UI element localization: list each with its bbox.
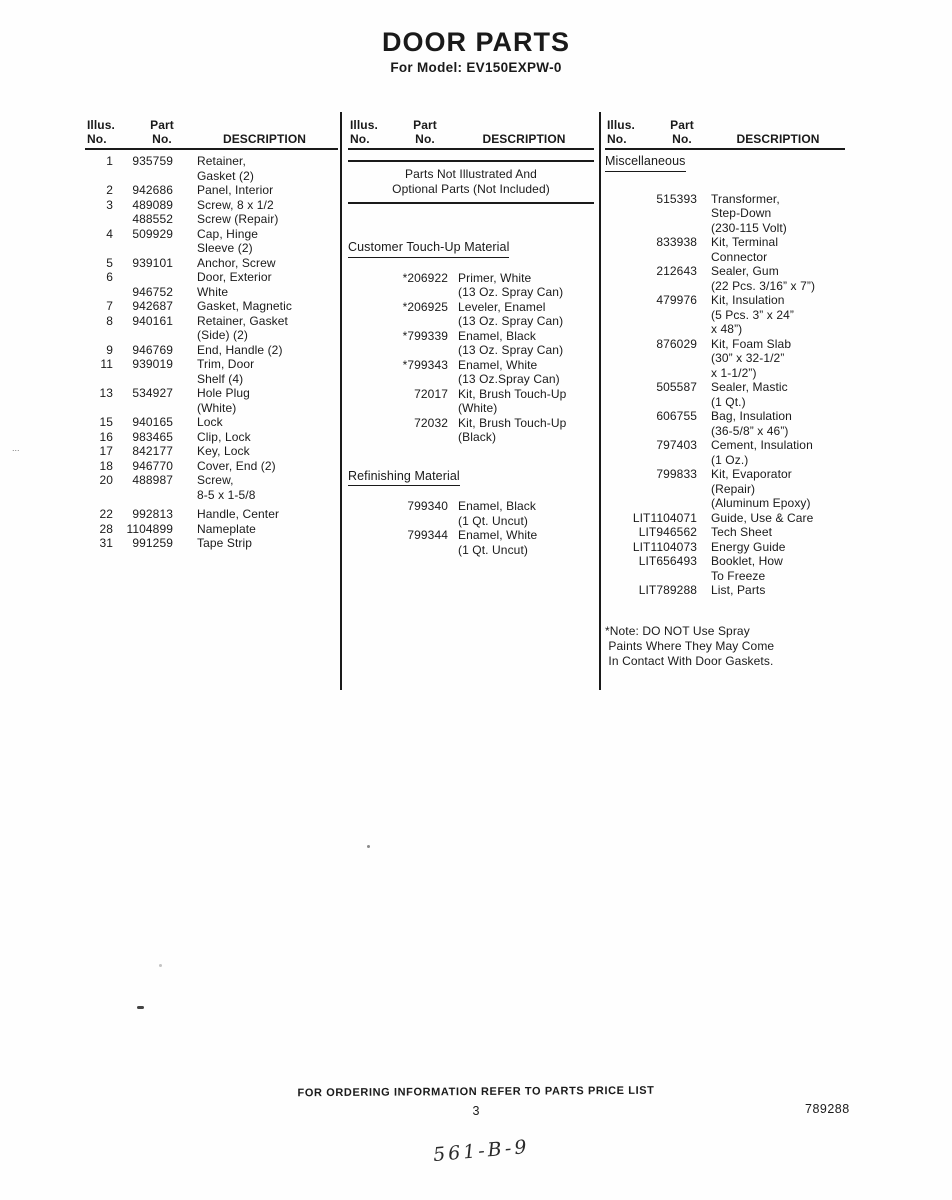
section-title-miscellaneous: Miscellaneous: [605, 154, 686, 172]
description-cell: Retainer, Gasket (Side) (2): [197, 313, 288, 342]
illus-no-cell: 13: [99, 386, 113, 400]
description-cell: Tape Strip: [197, 536, 253, 550]
part-no-cell: 505587: [656, 380, 697, 394]
scan-artifact-speck: [159, 964, 162, 967]
part-no-cell: 992813: [132, 507, 173, 521]
parts-row: [85, 430, 338, 445]
description-cell: Key, Lock: [197, 444, 250, 458]
part-header-line1: Part: [150, 118, 174, 132]
illus-header-line2: No.: [87, 132, 107, 146]
illus-no-cell: 18: [99, 458, 113, 473]
illus-no-header: [348, 118, 396, 146]
parts-row: [348, 271, 594, 300]
part-no-cell: LIT946562: [638, 525, 697, 539]
part-no-cell: 488552: [132, 212, 173, 226]
parts-row: [348, 358, 594, 387]
parts-row: [85, 212, 338, 227]
illus-no-cell: 9: [106, 342, 113, 357]
description-cell: Screw, 8-5 x 1-5/8: [197, 473, 256, 502]
parts-row: [85, 459, 338, 474]
part-no-cell: *799343: [402, 357, 448, 372]
part-no-cell: 488987: [132, 473, 173, 487]
part-no-cell: 983465: [132, 429, 173, 444]
description-cell: Booklet, How To Freeze: [711, 554, 783, 583]
part-header-line2: No.: [152, 132, 172, 146]
part-no-cell: 946770: [132, 458, 173, 473]
description-header-label: DESCRIPTION: [222, 132, 307, 146]
illus-no-cell: 7: [106, 299, 113, 313]
parts-row: [85, 343, 338, 358]
parts-row: [605, 264, 863, 293]
not-illustrated-note: Parts Not Illustrated And Optional Parts (Not Included): [348, 160, 594, 204]
part-no-cell: 939019: [132, 357, 173, 371]
illus-header-line1: Illus.: [607, 118, 635, 132]
description-cell: End, Handle (2): [197, 342, 283, 357]
parts-row: [348, 387, 594, 416]
part-no-cell: 842177: [132, 444, 173, 458]
description-cell: Trim, Door Shelf (4): [197, 357, 255, 386]
description-cell: Kit, Brush Touch-Up (White): [458, 386, 567, 415]
parts-row: [85, 415, 338, 430]
part-no-cell: 942686: [132, 183, 173, 197]
description-cell: Enamel, Black (1 Qt. Uncut): [458, 499, 536, 528]
description-cell: Panel, Interior: [197, 183, 274, 197]
parts-row: [85, 198, 338, 213]
parts-row: [605, 583, 863, 598]
part-no-cell: 515393: [656, 191, 697, 206]
description-cell: Sealer, Gum (22 Pcs. 3/16” x 7”): [711, 264, 816, 293]
parts-row: [605, 192, 863, 236]
illus-no-cell: 1: [106, 154, 113, 168]
description-cell: Screw, 8 x 1/2: [197, 197, 274, 212]
parts-row: [85, 256, 338, 271]
parts-row: [85, 183, 338, 198]
description-cell: Kit, Insulation (5 Pcs. 3” x 24” x 48”): [711, 293, 794, 336]
parts-row: [85, 473, 338, 502]
part-no-cell: 940161: [132, 313, 173, 328]
part-no-cell: *799339: [402, 328, 448, 343]
ordering-information-note: FOR ORDERING INFORMATION REFER TO PARTS PRICE LIST: [297, 1084, 655, 1100]
part-header-line1: Part: [413, 118, 437, 132]
illus-no-cell: 15: [99, 415, 113, 429]
parts-row: [605, 554, 863, 583]
description-cell: Anchor, Screw: [197, 255, 276, 270]
illus-header-line2: No.: [350, 132, 370, 146]
description-cell: White: [197, 284, 229, 299]
part-no-cell: 534927: [132, 386, 173, 400]
illus-no-header: [85, 118, 133, 146]
description-cell: Cement, Insulation (1 Oz.): [711, 438, 813, 467]
illus-no-cell: 17: [99, 444, 113, 458]
part-no-cell: *206922: [402, 270, 448, 285]
part-no-cell: 212643: [656, 264, 697, 278]
description-cell: Transformer, Step-Down (230-115 Volt): [711, 191, 787, 235]
description-cell: Handle, Center: [197, 507, 280, 521]
part-no-cell: 946769: [132, 342, 173, 357]
part-no-cell: 509929: [132, 226, 173, 241]
document-number: 789288: [805, 1102, 850, 1116]
parts-row: [605, 511, 863, 526]
description-cell: Leveler, Enamel (13 Oz. Spray Can): [458, 299, 564, 328]
parts-row: [85, 314, 338, 343]
part-no-cell: 606755: [656, 409, 697, 423]
illus-no-cell: 3: [106, 197, 113, 212]
part-no-cell: 799344: [407, 528, 448, 542]
illus-no-cell: 28: [99, 521, 113, 536]
page-title: DOOR PARTS: [381, 27, 570, 57]
description-cell: Retainer, Gasket (2): [197, 154, 255, 183]
illus-no-cell: 20: [99, 473, 113, 487]
column-divider-right: [599, 112, 601, 690]
description-cell: Lock: [197, 415, 223, 429]
parts-row: [85, 357, 338, 386]
illus-no-cell: 2: [106, 183, 113, 197]
parts-row: [85, 507, 338, 522]
description-cell: Screw (Repair): [197, 212, 279, 226]
part-no-cell: 72032: [414, 415, 448, 430]
part-no-cell: 72017: [414, 386, 448, 401]
parts-row: [85, 386, 338, 415]
scan-artifact-dot: [367, 845, 370, 848]
part-no-cell: 1104899: [126, 521, 173, 536]
part-no-cell: 833938: [656, 235, 697, 249]
illus-no-header: [605, 118, 653, 146]
part-no-cell: LIT1104073: [632, 539, 697, 554]
parts-row: [85, 444, 338, 459]
parts-row: [605, 467, 863, 511]
page-subtitle: For Model: EV150EXPW-0: [390, 60, 562, 75]
scan-artifact-dots: ...: [12, 443, 20, 453]
illus-no-cell: 5: [106, 255, 113, 270]
part-no-cell: 991259: [132, 536, 173, 550]
description-cell: Bag, Insulation (36-5/8” x 46”): [711, 409, 792, 438]
part-no-cell: 940165: [132, 415, 173, 429]
description-cell: Guide, Use & Care: [711, 510, 814, 525]
description-cell: Enamel, White (1 Qt. Uncut): [458, 528, 538, 557]
parts-row: [85, 299, 338, 314]
column-header: [605, 118, 845, 150]
illus-header-line2: No.: [607, 132, 627, 146]
description-cell: Energy Guide: [711, 539, 786, 554]
illus-header-line1: Illus.: [87, 118, 115, 132]
part-header-line2: No.: [672, 132, 692, 146]
description-cell: Enamel, Black (13 Oz. Spray Can): [458, 328, 564, 357]
illus-no-cell: 16: [99, 429, 113, 444]
description-header: [454, 118, 594, 146]
description-cell: Kit, Evaporator (Repair) (Aluminum Epoxy): [711, 467, 811, 510]
part-no-header: [133, 118, 191, 146]
column-divider-left: [340, 112, 342, 690]
parts-row: [605, 337, 863, 381]
part-no-cell: *206925: [402, 299, 448, 314]
parts-row: [85, 536, 338, 551]
parts-rows: [605, 192, 863, 598]
parts-column-3: [605, 118, 863, 669]
column-header: [348, 118, 594, 150]
part-no-cell: 946752: [132, 284, 173, 299]
spray-paint-warning-note: *Note: DO NOT Use Spray Paints Where They May Come In Contact With Door Gaskets.: [605, 623, 775, 668]
handwritten-code: 561-B-9: [432, 1135, 531, 1167]
description-cell: Sealer, Mastic (1 Qt.): [711, 380, 788, 409]
document-header: [0, 28, 952, 75]
description-cell: Kit, Foam Slab (30” x 32-1/2” x 1-1/2”): [711, 336, 792, 380]
parts-row: [85, 270, 338, 285]
description-cell: Primer, White (13 Oz. Spray Can): [458, 270, 564, 299]
part-no-cell: 876029: [656, 336, 697, 351]
description-cell: Kit, Terminal Connector: [711, 235, 779, 264]
description-cell: Gasket, Magnetic: [197, 299, 292, 313]
part-no-header: [396, 118, 454, 146]
part-no-cell: 939101: [132, 255, 173, 270]
section-title-touch-up: Customer Touch-Up Material: [348, 240, 509, 258]
description-cell: Door, Exterior: [197, 270, 272, 284]
part-header-line1: Part: [670, 118, 694, 132]
parts-row: [85, 154, 338, 183]
parts-row: [605, 540, 863, 555]
parts-row: [605, 525, 863, 540]
description-cell: Enamel, White (13 Oz.Spray Can): [458, 357, 560, 386]
column-header: [85, 118, 338, 150]
parts-row: [605, 409, 863, 438]
parts-row: [85, 285, 338, 300]
scan-artifact-dash: [137, 1006, 144, 1009]
description-header-label: DESCRIPTION: [736, 132, 820, 146]
part-no-cell: LIT1104071: [632, 510, 697, 525]
parts-row: [85, 522, 338, 537]
part-no-cell: 799340: [407, 499, 448, 513]
description-cell: List, Parts: [711, 583, 766, 597]
part-no-cell: LIT789288: [638, 583, 697, 597]
description-cell: Cover, End (2): [197, 458, 276, 473]
part-header-line2: No.: [415, 132, 435, 146]
refinishing-section: [348, 469, 594, 558]
illus-no-cell: 4: [106, 226, 113, 241]
parts-row: [348, 416, 594, 445]
parts-column-1: [85, 118, 338, 551]
parts-row: [348, 300, 594, 329]
part-no-cell: 797403: [656, 438, 697, 452]
part-no-cell: 489089: [132, 197, 173, 212]
parts-row: [605, 293, 863, 337]
description-cell: Cap, Hinge Sleeve (2): [197, 226, 259, 255]
part-no-cell: 942687: [132, 299, 173, 313]
parts-row: [85, 227, 338, 256]
page-number: 3: [472, 1104, 480, 1118]
parts-rows: [348, 499, 594, 557]
part-no-cell: 799833: [656, 467, 697, 481]
parts-row: [605, 380, 863, 409]
parts-column-2: [348, 118, 594, 557]
touch-up-section: [348, 240, 594, 445]
parts-row: [348, 329, 594, 358]
parts-row: [348, 499, 594, 528]
part-no-cell: 935759: [132, 154, 173, 168]
illus-no-cell: 22: [99, 507, 113, 521]
section-title-refinishing: Refinishing Material: [348, 469, 460, 487]
illus-no-cell: 6: [106, 270, 113, 284]
parts-rows: [85, 154, 338, 551]
illus-no-cell: 31: [99, 536, 113, 550]
description-header: [711, 118, 845, 146]
description-cell: Hole Plug (White): [197, 386, 250, 415]
description-cell: Tech Sheet: [711, 525, 773, 539]
parts-row: [348, 528, 594, 557]
illus-no-cell: 8: [106, 313, 113, 328]
parts-rows: [348, 271, 594, 445]
description-cell: Kit, Brush Touch-Up (Black): [458, 415, 567, 444]
description-header: [191, 118, 338, 146]
illus-header-line1: Illus.: [350, 118, 378, 132]
parts-row: [605, 235, 863, 264]
parts-row: [605, 438, 863, 467]
part-no-header: [653, 118, 711, 146]
description-header-label: DESCRIPTION: [482, 132, 566, 146]
part-no-cell: LIT656493: [638, 554, 697, 568]
description-cell: Nameplate: [197, 521, 256, 536]
description-cell: Clip, Lock: [197, 429, 251, 444]
part-no-cell: 479976: [656, 293, 697, 307]
illus-no-cell: 11: [100, 357, 113, 371]
